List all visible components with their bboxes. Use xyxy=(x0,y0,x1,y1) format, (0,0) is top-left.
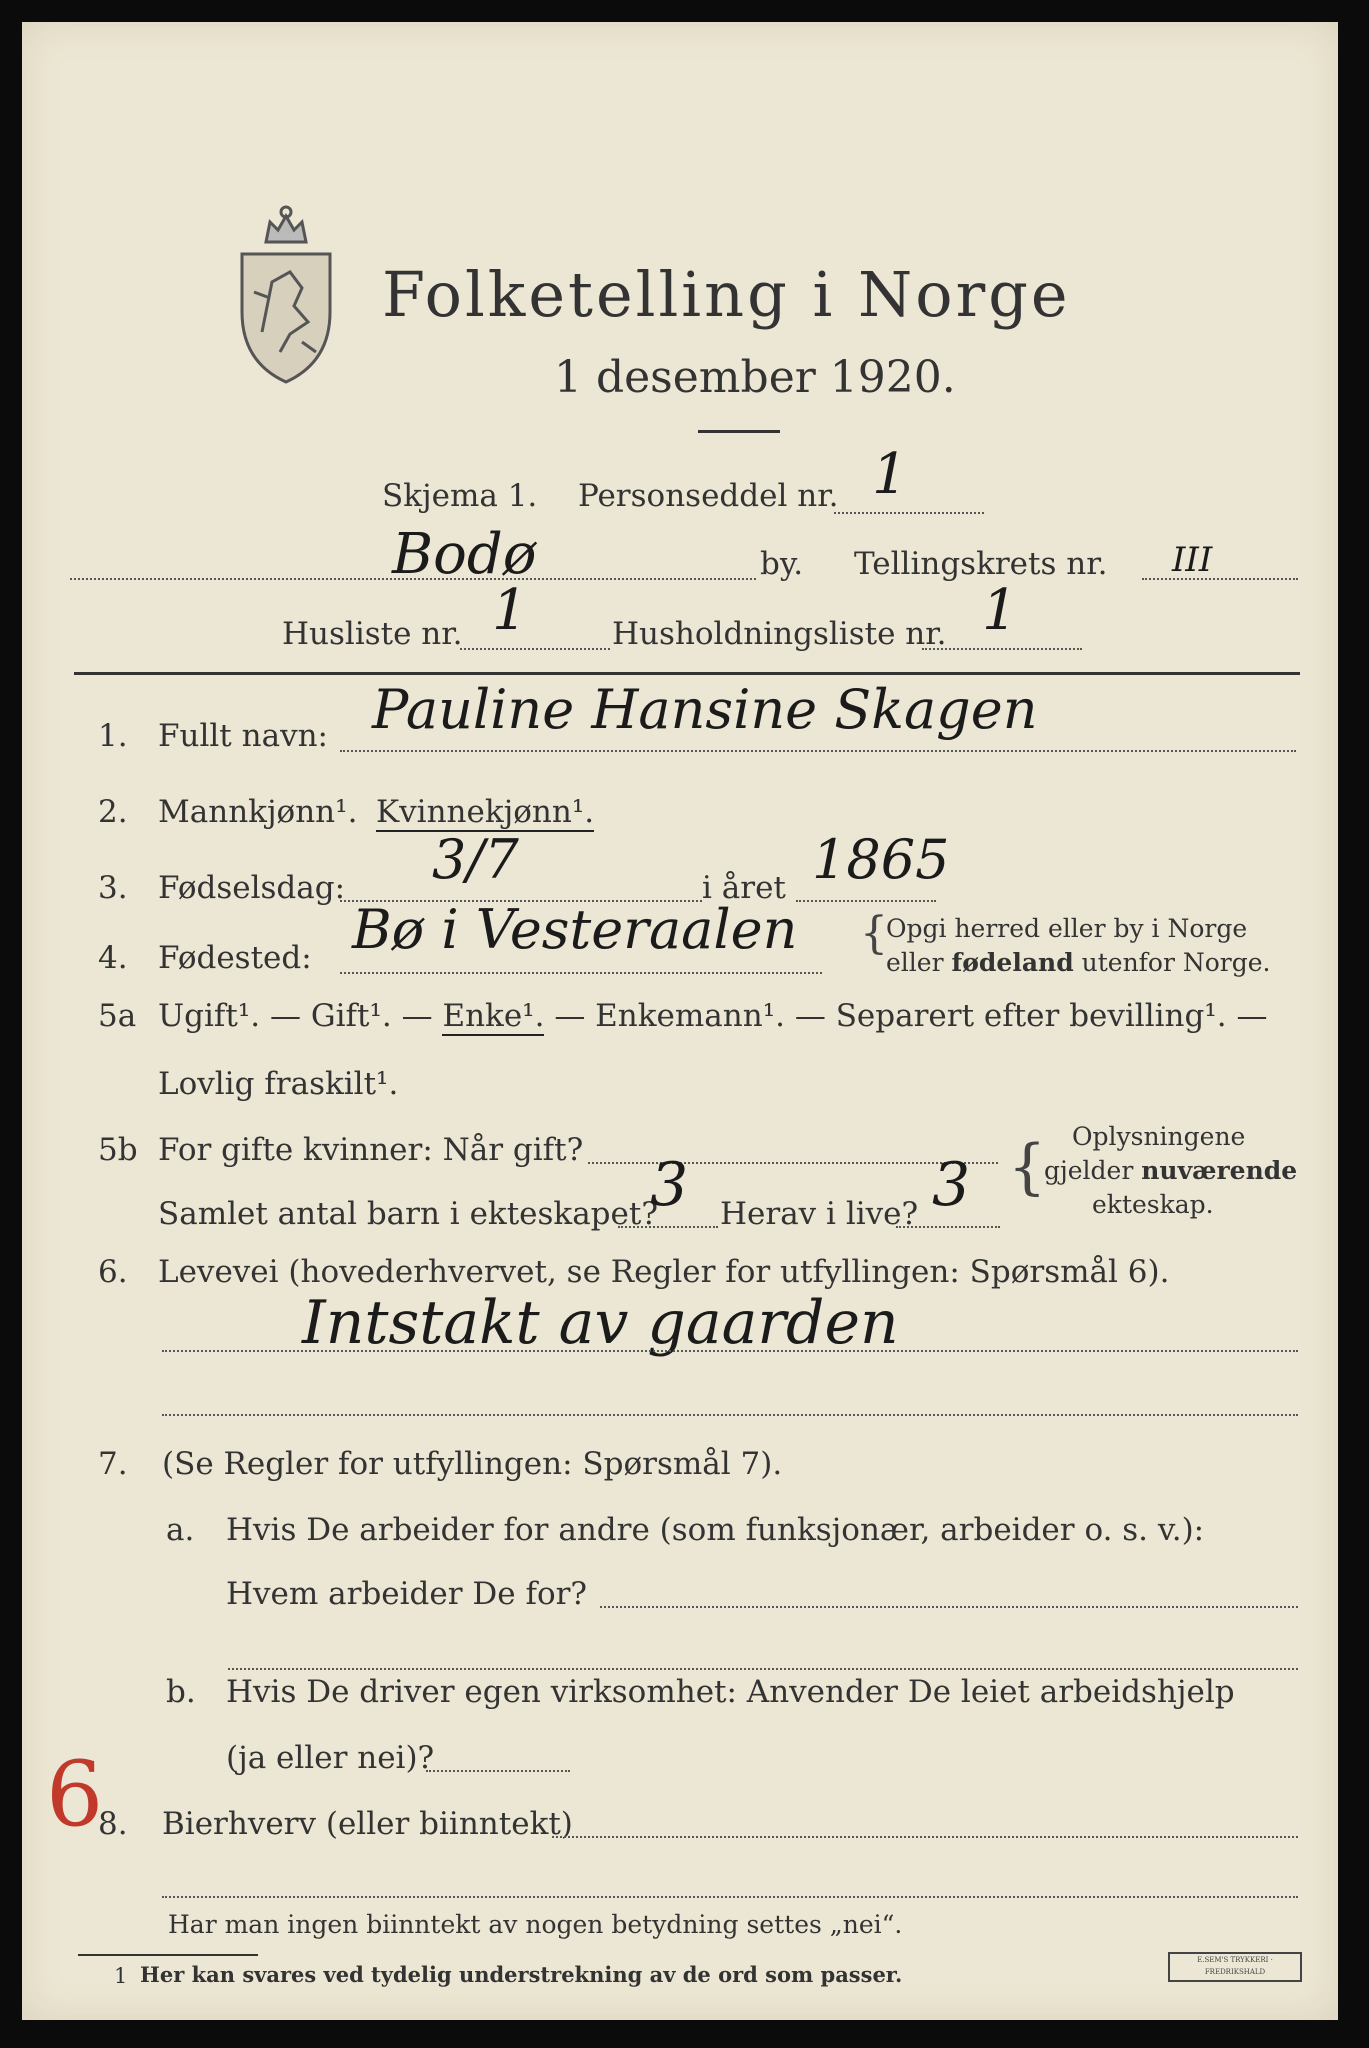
q5b-note-2-bold: nuværende xyxy=(1141,1156,1298,1185)
personseddel-value[interactable]: 1 xyxy=(872,442,908,507)
husliste-value[interactable]: 1 xyxy=(492,578,528,643)
q2-number: 2. xyxy=(98,794,128,830)
q8-number: 8. xyxy=(98,1806,128,1842)
husliste-label: Husliste nr. xyxy=(282,616,463,652)
q7a-letter: a. xyxy=(166,1512,195,1548)
q5b-label: For gifte kvinner: Når gift? xyxy=(158,1132,584,1168)
husholdningsliste-value[interactable]: 1 xyxy=(982,578,1018,643)
q8-note: Har man ingen biinntekt av nogen betydning settes „nei“. xyxy=(168,1910,903,1939)
personseddel-label: Personseddel nr. xyxy=(578,478,839,514)
q7-number: 7. xyxy=(98,1446,128,1482)
printer-stamp: E.SEM'S TRYKKERI · FREDRIKSHALD xyxy=(1168,1952,1302,1982)
q8-answer-line[interactable] xyxy=(552,1836,1298,1838)
children-total-value[interactable]: 3 xyxy=(650,1150,689,1220)
tellingskrets-label: Tellingskrets nr. xyxy=(854,546,1108,582)
husholdningsliste-label: Husholdningsliste nr. xyxy=(612,616,947,652)
gender-male[interactable]: Mannkjønn¹. xyxy=(158,794,358,830)
status-other[interactable]: — Enkemann¹. — Separert efter bevilling¹. — xyxy=(554,998,1268,1034)
q4-note-2-bold: fødeland xyxy=(951,948,1074,977)
q7b-line-2: (ja eller nei)? xyxy=(226,1740,435,1776)
q5b-barn-label: Samlet antal barn i ekteskapet? xyxy=(158,1196,658,1232)
q3-year-label: i året xyxy=(702,870,786,906)
q5b-number: 5b xyxy=(98,1132,138,1168)
red-margin-mark: 6 xyxy=(46,1742,104,1847)
q4-note-2-pre: eller xyxy=(886,948,944,977)
q3-label: Fødselsdag: xyxy=(158,870,346,906)
title-divider xyxy=(698,430,780,433)
q7-label: (Se Regler for utfyllingen: Spørsmål 7). xyxy=(162,1446,783,1482)
q7b-answer-line[interactable] xyxy=(426,1770,570,1772)
census-form: Folketelling i Norge 1 desember 1920. Skjema 1. Personseddel nr. 1 Bodø by. Tellingskrets nr. III Husliste nr. 1 Husholdningsliste nr. 1 1. Fullt navn: Pauline Hansine Skagen 2. Mannkjønn¹. Kvinnekjønn¹. 3. Fødselsdag: 3/7 i året 1865 4. Fødested: Bø i Vesteraalen { Opgi herred eller by i Norge eller fødeland utenfor Norge. 5a Ugift¹. — Gift¹. — Enke¹. — Enkemann¹. — Separert efter bevilling¹. — Lovlig fraskilt¹. 5b For gifte kvinner: Når gift? Samlet antal barn i ekteskapet? 3 Herav i live? 3 { Oplysningene gjelder nuværende ekteskap. 6. Levevei (hovederhvervet, se Regler for utfyllingen: Spørsmål 6). Intstakt av gaarden 7. (Se Regler for utfyllingen: Spørsmål 7). a. Hvis De arbeider for andre (som funksjonær, arbeider o. s. v.): Hvem arbeider De for? b. Hvis De driver egen virksomhet: Anvender De leiet arbeidshjelp (ja eller nei)? 6 8. Bierhverv (eller biinntekt) Har man ingen biinntekt av nogen betydning settes „nei“. 1 Her kan svares ved tydelig understrekning av de ord som passer. E.SEM'S TRYKKERI · FREDRIKSHALD xyxy=(22,22,1338,2020)
status-enke[interactable]: Enke¹. xyxy=(442,998,545,1034)
birth-year-value[interactable]: 1865 xyxy=(812,828,950,891)
coat-of-arms-icon xyxy=(220,202,352,392)
status-fraskilt[interactable]: Lovlig fraskilt¹. xyxy=(158,1066,399,1102)
q7a-answer-line[interactable] xyxy=(600,1606,1298,1608)
q8-label: Bierhverv (eller biinntekt) xyxy=(162,1806,573,1842)
form-title: Folketelling i Norge xyxy=(382,258,1071,331)
q5b-note-1: Oplysningene xyxy=(1072,1122,1246,1151)
by-value[interactable]: Bodø xyxy=(392,522,537,587)
status-ugift[interactable]: Ugift¹. xyxy=(158,998,261,1034)
q3-number: 3. xyxy=(98,870,128,906)
by-label: by. xyxy=(760,546,804,582)
birthday-value[interactable]: 3/7 xyxy=(432,828,519,891)
footnote-text: Her kan svares ved tydelig understrekning av de ord som passer. xyxy=(140,1962,903,1987)
q4-note-2-post: utenfor Norge. xyxy=(1081,948,1271,977)
q4-label: Fødested: xyxy=(158,940,312,976)
q7a-line-1: Hvis De arbeider for andre (som funksjonær, arbeider o. s. v.): xyxy=(226,1512,1205,1548)
children-alive-value[interactable]: 3 xyxy=(932,1150,971,1220)
footnote-mark: 1 xyxy=(114,1964,128,1988)
skjema-label: Skjema 1. xyxy=(382,478,538,514)
gender-female[interactable]: Kvinnekjønn¹. xyxy=(376,794,595,830)
q6-number: 6. xyxy=(98,1254,128,1290)
q5b-live-label: Herav i live? xyxy=(720,1196,919,1232)
q4-note-1: Opgi herred eller by i Norge xyxy=(886,914,1248,943)
q5b-note-2-pre: gjelder xyxy=(1044,1156,1134,1185)
q5b-note-3: ekteskap. xyxy=(1092,1190,1214,1219)
header-rule xyxy=(74,672,1300,675)
q5a-number: 5a xyxy=(98,998,137,1034)
occupation-value[interactable]: Intstakt av gaarden xyxy=(302,1288,899,1358)
birthplace-value[interactable]: Bø i Vesteraalen xyxy=(352,898,798,961)
q4-number: 4. xyxy=(98,940,128,976)
q7b-letter: b. xyxy=(166,1674,196,1710)
q6-label: Levevei (hovederhvervet, se Regler for utfyllingen: Spørsmål 6). xyxy=(158,1254,1170,1290)
full-name-value[interactable]: Pauline Hansine Skagen xyxy=(372,678,1038,741)
tellingskrets-value[interactable]: III xyxy=(1172,540,1213,580)
status-gift[interactable]: Gift¹. xyxy=(310,998,392,1034)
q7b-line-1: Hvis De driver egen virksomhet: Anvender De leiet arbeidshjelp xyxy=(226,1674,1235,1710)
form-date: 1 desember 1920. xyxy=(554,352,956,403)
q1-number: 1. xyxy=(98,718,128,754)
q1-label: Fullt navn: xyxy=(158,718,328,754)
q7a-line-2: Hvem arbeider De for? xyxy=(226,1576,588,1612)
